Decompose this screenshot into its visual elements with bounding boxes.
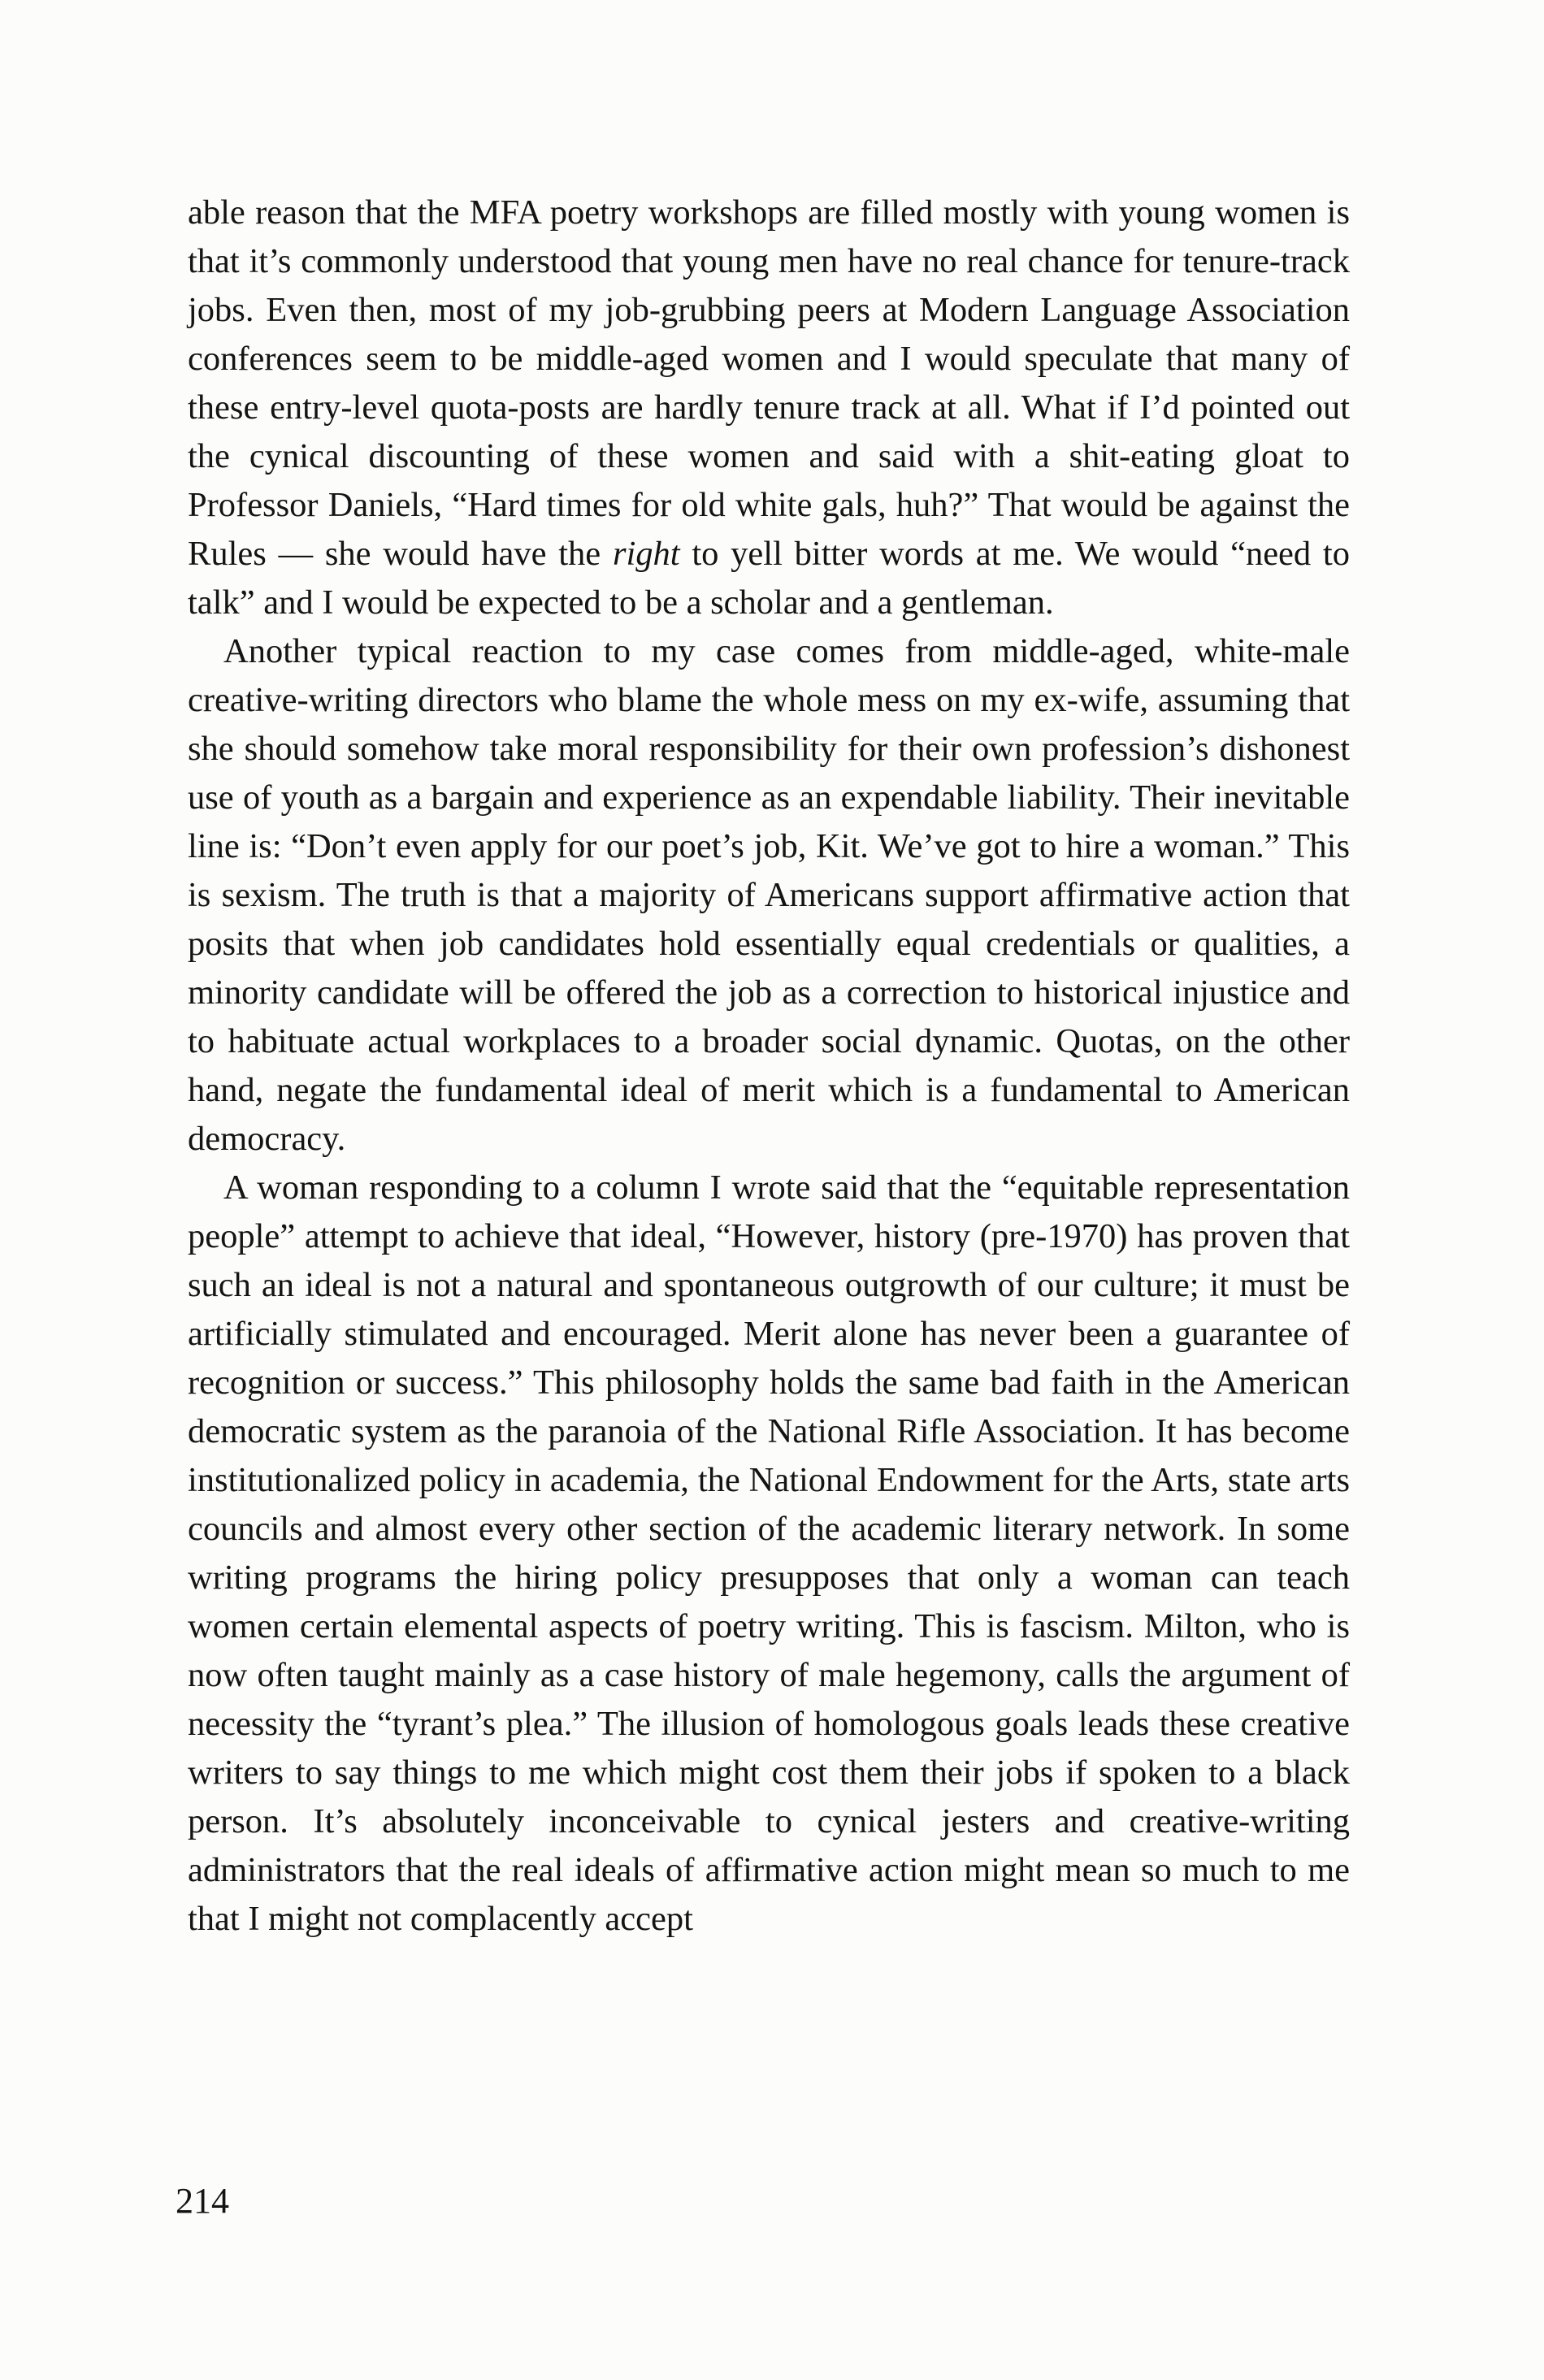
- paragraph-1-italic: right: [612, 535, 680, 573]
- paragraph-1: [188, 189, 1350, 627]
- body-text: [188, 189, 1350, 1944]
- paragraph-3: A woman responding to a column I wrote said that the “equitable representation people” attempt to achieve that ideal, “However, history (pre-1970) has proven that such an ideal is not a natural and spontaneous outgrowth of our culture; it must be artificially stimulated and encouraged. Merit alone has never been a guarantee of recognition or success.” This philosophy holds the same bad faith in the American democratic system as the paranoia of the National Rifle Association. It has become institutionalized policy in academia, the National Endowment for the Arts, state arts councils and almost every other section of the academic literary network. In some writing programs the hiring policy presupposes that only a woman can teach women certain elemental aspects of poetry writing. This is fascism. Milton, who is now often taught mainly as a case history of male hegemony, calls the argument of necessity the “tyrant’s plea.” The illusion of homologous goals leads these creative writers to say things to me which might cost them their jobs if spoken to a black person. It’s absolutely inconceivable to cynical jesters and creative-writing administrators that the real ideals of affirmative action might mean so much to me that I might not complacently accept: [188, 1168, 1350, 1938]
- paragraph-2: Another typical reaction to my case comes from middle-aged, white-male creative-writing directors who blame the whole mess on my ex-wife, assuming that she should somehow take moral responsibility for their own profession’s dishonest use of youth as a bargain and experience as an expendable liability. Their inevitable line is: “Don’t even apply for our poet’s job, Kit. We’ve got to hire a woman.” This is sexism. The truth is that a majority of Americans support affirmative action that posits that when job candidates hold essentially equal credentials or qualities, a minority candidate will be offered the job as a correction to historical injustice and to habituate actual workplaces to a broader social dynamic. Quotas, on the other hand, negate the fundamental ideal of merit which is a fundamental to American democracy.: [188, 632, 1350, 1158]
- paragraph-1-tail: to yell bitter words at me. We would “need to talk” and I would be expected to be a scholar and a gentleman.: [188, 535, 1350, 622]
- paragraph-1-text: able reason that the MFA poetry workshops are filled mostly with young women is that it’s commonly understood that young men have no real chance for tenure-track jobs. Even then, most of my job-grubbing peers at Modern Language Association conferences seem to be middle-aged women and I would speculate that many of these entry-level quota-posts are hardly tenure track at all. What if I’d pointed out the cynical discounting of these women and said with a shit-eating gloat to Professor Daniels, “Hard times for old white gals, huh?” That would be against the Rules — she would have the: [188, 193, 1350, 573]
- page-number: 214: [176, 2181, 229, 2221]
